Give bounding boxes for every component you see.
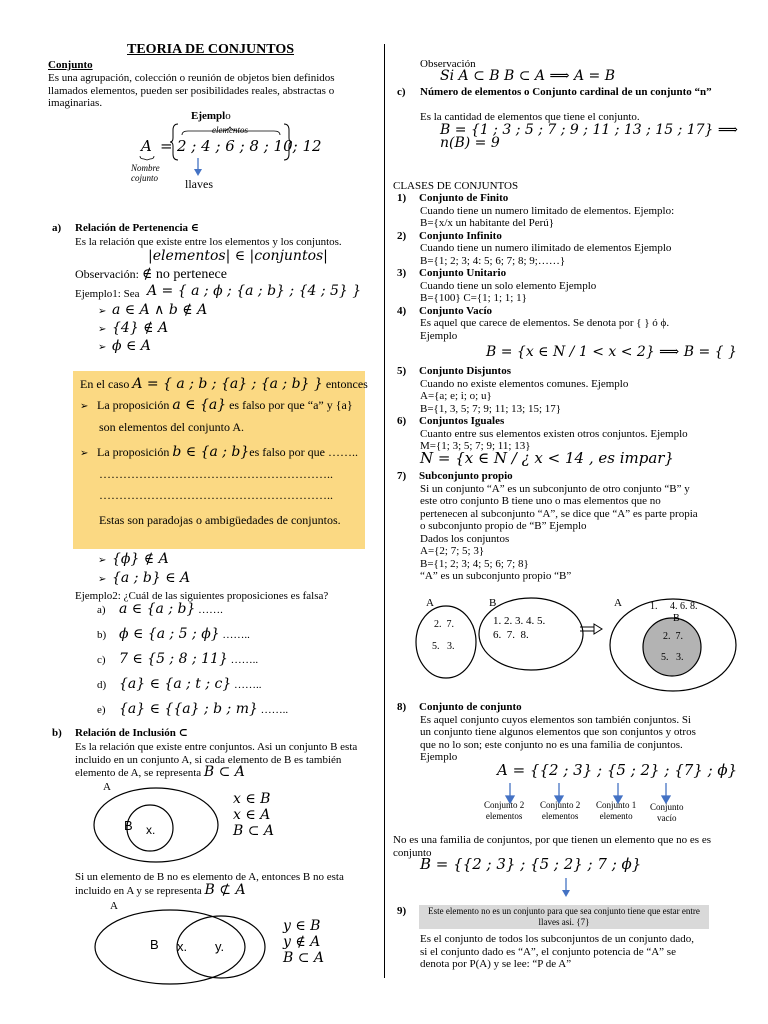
ej1-formula: A = { a ; ϕ ; {a ; b} ; {4 ; 5} } — [147, 283, 362, 299]
list-item: ➢ ϕ ∈ A — [98, 338, 151, 354]
list-item: 6) Conjuntos Iguales Cuanto entre sus elementos existen otros conjuntos. Ejemplo M={1; 3; 5; 7; 9; 11; 13} — [397, 415, 688, 452]
venn3-b: B — [489, 597, 497, 609]
list-item: ➢ a ∈ A ∧ b ∉ A — [98, 302, 208, 318]
venn2-a: A — [110, 900, 118, 912]
list-item: ➢ {a ; b} ∈ A — [98, 570, 191, 586]
bullet-list-2 — [98, 553, 190, 591]
note-box: Este elemento no es un conjunto para que sea conjunto tiene que estar entre llaves asi. {7} — [419, 905, 709, 929]
box-prop-2: ➢ La proposición b ∈ {a ; b}es falso por que …….. — [80, 444, 358, 460]
clases-heading: CLASES DE CONJUNTOS — [393, 180, 519, 192]
underbrace — [139, 155, 155, 161]
box-dots-1: ………………………………………………….. — [99, 467, 333, 481]
section-a-label: a) — [52, 222, 62, 234]
arrow-icon — [561, 878, 571, 898]
set-eq: = — [160, 137, 173, 155]
obs-formula: ∉ no pertenece — [141, 267, 227, 282]
familia-formula: A = {{2 ; 3} ; {5 ; 2} ; {7} ; ϕ} — [497, 761, 738, 779]
list-item: 1) Conjunto de Finito Cuando tiene un numero limitado de elementos. Ejemplo: B={x/x un habitante del Perú} — [397, 192, 675, 229]
venn3-c-in-2: 5. 3. — [661, 652, 684, 663]
nombre-label: Nombre cojunto — [131, 163, 160, 183]
venn3-c-top: 1. 4. 6. 8. — [650, 601, 698, 612]
venn1-x: x. — [146, 823, 156, 837]
section-b-text: Es la relación que existe entre conjuntos. Asi un conjunto B esta incluido en un conjunto A, si cada elemento de B es también elemento de A, se representa B ⊂ A — [75, 741, 358, 780]
list-item: 4) Conjunto Vacío Es aquel que carece de elementos. Se denota por { } ó ϕ. Ejemplo — [397, 304, 670, 342]
llaves-label: llaves — [185, 177, 213, 191]
ejemplo-title: Ejemplo — [191, 110, 231, 122]
set-elements: 2 ; 4 ; 6 ; 8 ; 10; 12 — [177, 137, 322, 155]
venn2-b: B — [150, 937, 159, 952]
list-item: d) {a} ∈ {a ; t ; c} …….. — [97, 676, 262, 692]
box-dots-2: ………………………………………………….. — [99, 488, 333, 502]
set-a-name: A — [141, 137, 152, 155]
caption-1: Conjunto 2 elementos — [484, 800, 525, 821]
list-item: 2) Conjunto Infinito Cuando tiene un numero ilimitado de elementos Ejemplo B={1; 2; 3; 4: 5; 6; 7; 8; 9;……} — [397, 229, 672, 267]
section-b-text-2: Si un elemento de B no es elemento de A, entonces B no esta incluido en A y se representa B ⊄ A — [75, 871, 344, 898]
conjunto-de-conjunto-section: 8) Conjunto de conjunto Es aquel conjunto cuyos elementos son también conjuntos. Si un conjunto tiene algunos elementos que son conjuntos y otros que no lo son; este conjunto no es una familia de conjuntos. Ejemplo — [397, 701, 696, 763]
section-b-label: b) — [52, 727, 62, 739]
venn3-a-in-2: 5. 3. — [432, 641, 455, 652]
item-9-label: 9) — [397, 905, 407, 917]
list-item: e) {a} ∈ {{a} ; b ; m} …….. — [97, 701, 289, 717]
box-prop-1: ➢ La proposición a ∈ {a} es falso por que “a” y {a} — [80, 397, 353, 413]
bullet-list-1 — [98, 304, 207, 358]
venn1-relations: x ∈ B x ∈ A B ⊂ A — [233, 791, 275, 839]
obs-label: Observación: ∉ no pertenece — [75, 267, 227, 282]
clases-list-1 — [397, 192, 727, 342]
venn3-b-in-2: 6. 7. 8. — [493, 629, 529, 641]
box-end: Estas son paradojas o ambigüedades de conjuntos. — [99, 513, 341, 527]
conjunto-text: Es una agrupación, colección o reunión de objetos bien definidos llamados elementos, pueden ser posibilidades reales, abstractas o imaginarias. — [48, 72, 335, 109]
clases-list-2 — [397, 365, 727, 453]
no-familia-text: No es una familia de conjuntos, por que tienen un elemento que no es es conjunto — [393, 834, 711, 859]
obs-right-label: Observación — [420, 58, 476, 70]
ej2-label: Ejemplo2: ¿Cuál de las siguientes proposiciones es falsa? — [75, 590, 329, 602]
arrow-icon — [193, 158, 203, 176]
venn3-c-in-1: 2. 7. — [663, 631, 683, 642]
venn3-a-in-1: 2. 7. — [434, 619, 454, 630]
caption-4: Conjunto vacío — [650, 802, 684, 823]
section-c-label: c) — [397, 86, 406, 98]
list-item: b) ϕ ∈ {a ; 5 ; ϕ} …….. — [97, 626, 250, 642]
section-b-heading: Relación de Inclusión ⊂ — [75, 727, 188, 739]
iguales-formula: N = {x ∈ N / ¿ x < 14 , es impar} — [420, 449, 674, 467]
venn2-relations: y ∈ B y ∉ A B ⊂ A — [283, 918, 325, 966]
venn3-a: A — [426, 597, 434, 609]
list-item: 5) Conjunto Disjuntos Cuando no existe elementos comunes. Ejemplo A={a; e; i; o; u} B={1, 3, 5; 7; 9; 11; 13; 15; 17} — [397, 365, 629, 415]
cardinal-formula: B = {1 ; 3 ; 5 ; 7 ; 9 ; 11 ; 13 ; 15 ; 17} ⟹ n(B) = 9 — [440, 122, 738, 151]
venn1-a: A — [103, 781, 111, 793]
list-item: c) 7 ∈ {5 ; 8 ; 11} …….. — [97, 651, 259, 667]
venn-subconjunto — [414, 600, 744, 695]
section-a-heading: Relación de Pertenencia ∈ — [75, 222, 199, 234]
venn2-x: x. — [177, 939, 188, 954]
box-prop-1-cont: son elementos del conjunto A. — [99, 420, 244, 434]
list-item: 3) Conjunto Unitario Cuando tiene un solo elemento Ejemplo B={100} C={1; 1; 1; 1} — [397, 267, 597, 304]
column-divider — [384, 44, 385, 978]
no-familia-formula: B = {{2 ; 3} ; {5 ; 2} ; 7 ; ϕ} — [420, 855, 642, 873]
list-item: ➢ {4} ∉ A — [98, 320, 169, 336]
caption-3: Conjunto 1 elemento — [596, 800, 637, 821]
venn-non-inclusion — [95, 907, 295, 987]
ej1-label: Ejemplo1: Sea — [75, 288, 140, 300]
venn3-b-in-1: 1. 2. 3. 4. 5. — [493, 615, 546, 627]
potencia-text: Es el conjunto de todos los subconjuntos de un conjunto dado, si el conjunto dado es “A”, el conjunto potencia de “A” se denota por P(A) y se lee: “P de A” — [420, 933, 695, 970]
box-line-1: En el caso A = { a ; b ; {a} ; {a ; b} } entonces — [80, 376, 368, 392]
section-a-text: Es la relación que existe entre los elementos y los conjuntos. — [75, 236, 342, 248]
ej2-list — [97, 603, 288, 728]
venn3-c-label: A — [614, 597, 622, 609]
venn2-y: y. — [215, 939, 225, 954]
obs-right-formula: Si A ⊂ B B ⊂ A ⟹ A = B — [440, 68, 616, 84]
list-item: a) a ∈ {a ; b} ……. — [97, 601, 223, 617]
subconjunto-section: 7) Subconjunto propio Si un conjunto “A” es un subconjunto de otro conjunto “B” y este otro conjunto B tiene uno o mas elementos que no pertenecen al subconjunto “A”, se dice que “A” es parte propia o subconjunto propio de “B” Ejemplo Dados los conjuntos A={2; 7; 5; 3} B={1; 2; 3; 4; 5; 6; 7; 8} “A” es un subconjunto propio “B” — [397, 470, 698, 582]
venn-inclusion — [93, 783, 233, 863]
pertenencia-formula: |elementos| ∈ |conjuntos| — [148, 248, 328, 264]
section-c-text: Es la cantidad de elementos que tiene el conjunto. — [420, 111, 640, 123]
vacio-formula: B = {x ∈ N / 1 < x < 2} ⟹ B = { } — [486, 344, 737, 360]
venn3-c-b: B — [673, 613, 680, 624]
caption-2: Conjunto 2 elementos — [540, 800, 581, 821]
elementos-label: elementos — [212, 125, 248, 135]
list-item: ➢ {ϕ} ∉ A — [98, 551, 169, 567]
venn1-b: B — [124, 818, 133, 833]
section-c-heading: Número de elementos o Conjunto cardinal de un conjunto “n” — [420, 86, 712, 98]
page-title: TEORIA DE CONJUNTOS — [127, 42, 295, 57]
conjunto-heading: Conjunto — [48, 59, 93, 71]
